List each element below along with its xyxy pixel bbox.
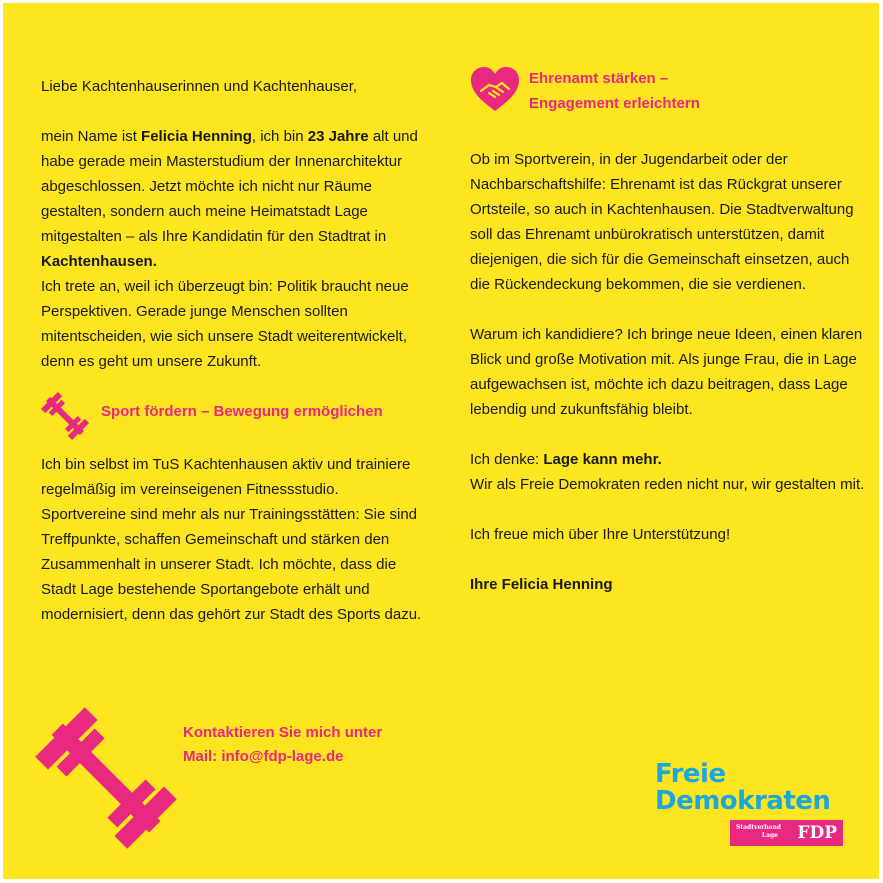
heart-handshake-icon bbox=[469, 65, 521, 113]
contact-line-1: Kontaktieren Sie mich unter bbox=[183, 724, 383, 741]
motivation-paragraph: Ich trete an, weil ich überzeugt bin: Politik braucht neue Perspektiven. Gerade junge Menschen sollten mitentscheiden, wie sich unsere Stadt weiterentwickelt, denn es geht um unsere Zukunft. bbox=[41, 278, 409, 370]
ehrenamt-heading bbox=[529, 66, 700, 116]
greeting: Liebe Kachtenhauserinnen und Kachtenhauser, bbox=[41, 78, 358, 95]
sport-text-block bbox=[41, 452, 426, 627]
ehrenamt-paragraph: Ob im Sportverein, in der Jugendarbeit oder der Nachbarschaftshilfe: Ehrenamt ist das Rückgrat unserer Ortsteile, so auch in Kachtenhausen. Die Stadtverwaltung soll das Ehrenamt unbürokratisch unterstützen, damit diejenigen, die sich für die Gemeinschaft einsetzen, auch die Rückendeckung bekommen, die sie verdienen. bbox=[470, 151, 854, 293]
logo-subtitle-1: Stadtverband bbox=[736, 824, 782, 831]
dumbbell-icon bbox=[39, 390, 91, 442]
logo-subtitle bbox=[736, 824, 782, 840]
signature bbox=[470, 572, 865, 597]
think-line bbox=[470, 447, 865, 472]
logo-line-1: Freie bbox=[655, 759, 726, 789]
logo-party: FDP bbox=[797, 823, 837, 843]
slogan: Lage kann mehr. bbox=[543, 451, 662, 468]
think-prefix: Ich denke: bbox=[470, 451, 544, 468]
left-column bbox=[41, 74, 426, 374]
intro-paragraph bbox=[41, 124, 426, 274]
fdp-logo bbox=[655, 759, 845, 843]
intro-text-1: mein Name ist bbox=[41, 128, 142, 145]
district-name: Kachtenhausen. bbox=[41, 253, 157, 270]
logo-subtitle-2: Lage bbox=[761, 832, 778, 839]
why-paragraph: Warum ich kandidiere? Ich bringe neue Ideen, einen klaren Blick und große Motivation mit. Als junge Frau, die in Lage aufgewachsen ist, möchte ich dazu beitragen, dass Lage lebendig und zukunftsfähig bleibt. bbox=[470, 326, 863, 418]
we-shape-line: Wir als Freie Demokraten reden nicht nur, wir gestalten mit. bbox=[470, 476, 865, 493]
signature-text: Ihre Felicia Henning bbox=[470, 576, 613, 593]
candidate-name: Felicia Henning bbox=[141, 128, 252, 145]
candidate-age: 23 Jahre bbox=[307, 128, 369, 145]
contact-block bbox=[183, 721, 382, 769]
logo-line-2: Demokraten bbox=[655, 786, 831, 816]
logo-bar bbox=[730, 820, 843, 846]
sport-heading: Sport fördern – Bewegung ermöglichen bbox=[101, 403, 383, 420]
intro-text-3: alt und habe gerade mein Masterstudium der Innenarchitektur abgeschlossen. Jetzt möchte ich nicht nur Räume gestalten, sondern auch meine Heimatstadt Lage mitgestalten – als Ihre Kandidatin für den Stadtrat in bbox=[41, 128, 418, 245]
contact-email[interactable]: Mail: info@fdp-lage.de bbox=[183, 748, 344, 765]
thanks-line: Ich freue mich über Ihre Unterstützung! bbox=[470, 526, 731, 543]
sport-paragraph: Ich bin selbst im TuS Kachtenhausen aktiv und trainiere regelmäßig im vereinseigenen Fitnessstudio. Sportvereine sind mehr als nur Trainingsstätten: Sie sind Treffpunkte, schaffen Gemeinschaft und stärken den Zusammenhalt in unserer Stadt. Ich möchte, dass die Stadt Lage bestehende Sportangebote erhält und modernisiert, denn das gehört zur Stadt des Sports dazu. bbox=[41, 456, 422, 623]
large-dumbbell-icon bbox=[31, 703, 181, 853]
flyer-page bbox=[3, 3, 879, 879]
right-column bbox=[470, 147, 865, 597]
ehrenamt-heading-line-1: Ehrenamt stärken – bbox=[529, 70, 669, 87]
intro-text-2: , ich bin bbox=[251, 128, 308, 145]
ehrenamt-heading-line-2: Engagement erleichtern bbox=[529, 95, 700, 112]
